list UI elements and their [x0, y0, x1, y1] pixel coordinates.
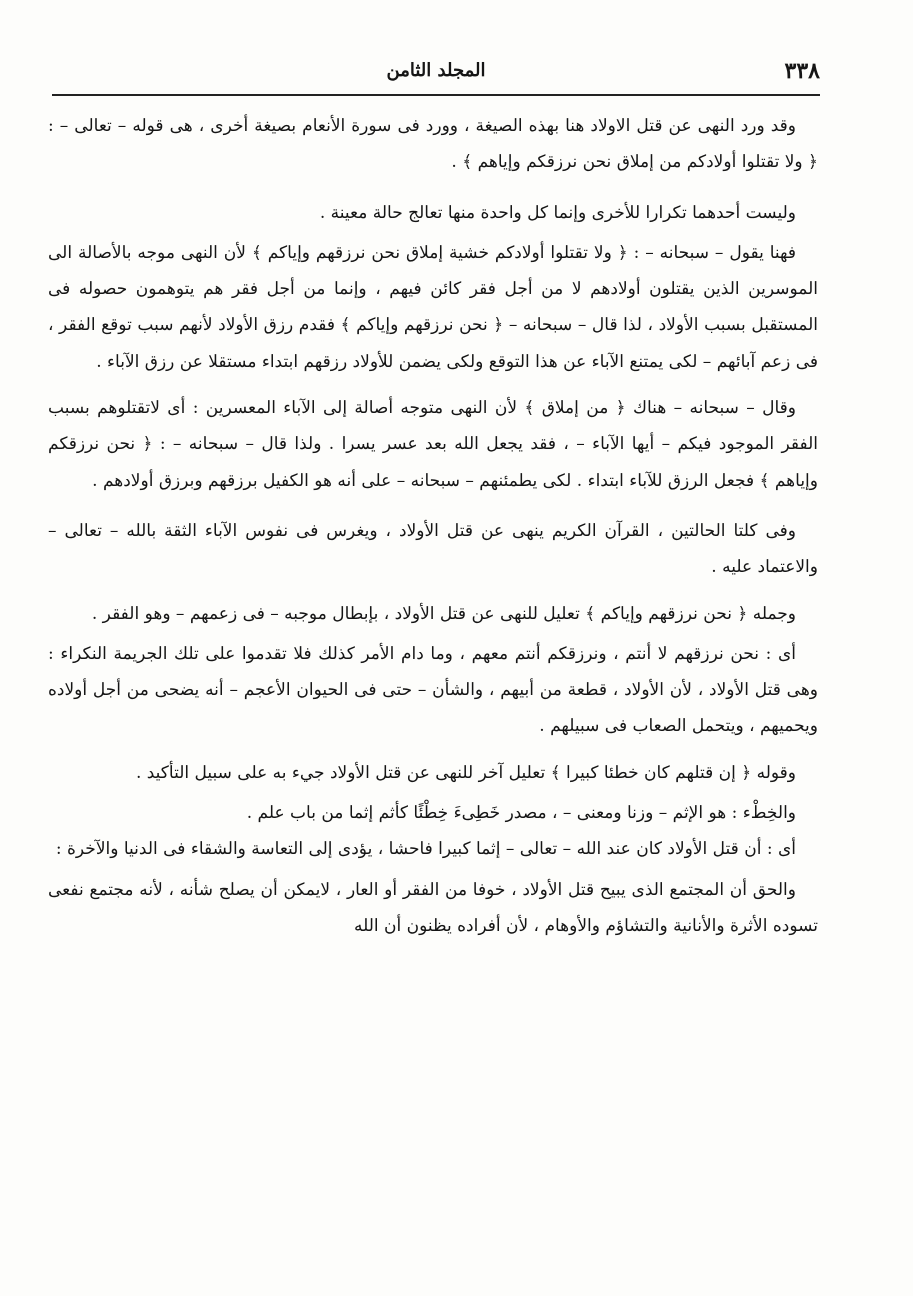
paragraph-4: وقال – سبحانه – هناك ﴿ من إملاق ﴾ لأن النهى متوجه أصالة إلى الآباء المعسرين : أى لاتقتلوهم بسبب الفقر الموجود فيكم – أيها الآباء – ، فقد يجعل الله بعد عسر يسرا . ولذا قال – سبحانه – : ﴿ نحن نرزقكم وإياهم ﴾ فجعل الرزق للآباء ابتداء . لكى يطمئنهم – سبحانه – على أنه هو الكفيل برزقهم وبرزق أولادهم . [48, 398, 818, 491]
paragraph-3: فهنا يقول – سبحانه – : ﴿ ولا تقتلوا أولادكم خشية إملاق نحن نرزقهم وإياكم ﴾ لأن النهى موجه بالأصالة الى الموسرين الذين يقتلون أولادهم لا من أجل فقر كائن فيهم ، وإنما من أجل فقر هم يتوهمون حصوله فى المستقبل بسبب الأولاد ، لذا قال – سبحانه – ﴿ نحن نرزقهم وإياكم ﴾ فقدم رزق الأولاد لأنهم سبب توقع الفقر ، فى زعم آبائهم – لكى يمتنع الآباء عن هذا التوقع ولكى يضمن للأولاد رزقهم ابتداء مستقلا عن رزق الآباء . [48, 242, 818, 372]
running-title: المجلد الثامن [386, 60, 486, 81]
page-header [52, 58, 820, 92]
paragraph-2: وليست أحدهما تكرارا للأخرى وإنما كل واحدة منها تعالج حالة معينة . [319, 202, 796, 223]
paragraph-9: والخِطْء : هو الإثم – وزنا ومعنى – ، مصدر خَطِىءَ خِطْئًا كأثم إثما من باب علم . [246, 803, 796, 824]
paragraph-7: أى : نحن نرزقهم لا أنتم ، ونرزقكم أنتم معهم ، وما دام الأمر كذلك فلا تقدموا على تلك الجريمة النكراء : وهى قتل الأولاد ، لأن الأولاد ، قطعة من أبيهم ، والشأن – حتى فى الحيوان الأعجم – أنه يضحى من أجل أولاده ويحميهم ، ويتحمل الصعاب فى سبيلهم . [48, 643, 818, 737]
paragraph-8: وقوله ﴿ إن قتلهم كان خطئا كبيرا ﴾ تعليل آخر للنهى عن قتل الأولاد جيء به على سبيل التأكيد . [135, 762, 796, 783]
paragraph-5: وفى كلتا الحالتين ، القرآن الكريم ينهى عن قتل الأولاد ، ويغرس فى نفوس الآباء الثقة بالله – تعالى – والاعتماد عليه . [48, 520, 818, 578]
page-number: ٣٣٨ [784, 58, 820, 84]
paragraph-6: وجمله ﴿ نحن نرزقهم وإياكم ﴾ تعليل للنهى عن قتل الأولاد ، بإبطال موجبه – فى زعمهم – وهو الفقر . [91, 603, 796, 624]
paragraph-10: أى : أن قتل الأولاد كان عند الله – تعالى – إثما كبيرا فاحشا ، يؤدى إلى التعاسة والشقاء فى الدنيا والآخرة : [55, 839, 796, 860]
page-body [48, 108, 818, 944]
paragraph-11: والحق أن المجتمع الذى يبيح قتل الأولاد ، خوفا من الفقر أو العار ، لايمكن أن يصلح شأنه ، لأنه مجتمع نفعى تسوده الأثرة والأنانية والتشاؤم والأوهام ، لأن أفراده يظنون أن الله [48, 879, 818, 936]
header-divider [52, 94, 820, 96]
paragraph-1: وقد ورد النهى عن قتل الاولاد هنا بهذه الصيغة ، وورد فى سورة الأنعام بصيغة أخرى ، هى قوله – تعالى – : ﴿ ولا تقتلوا أولادكم من إملاق نحن نرزقكم وإياهم ﴾ . [48, 116, 818, 173]
